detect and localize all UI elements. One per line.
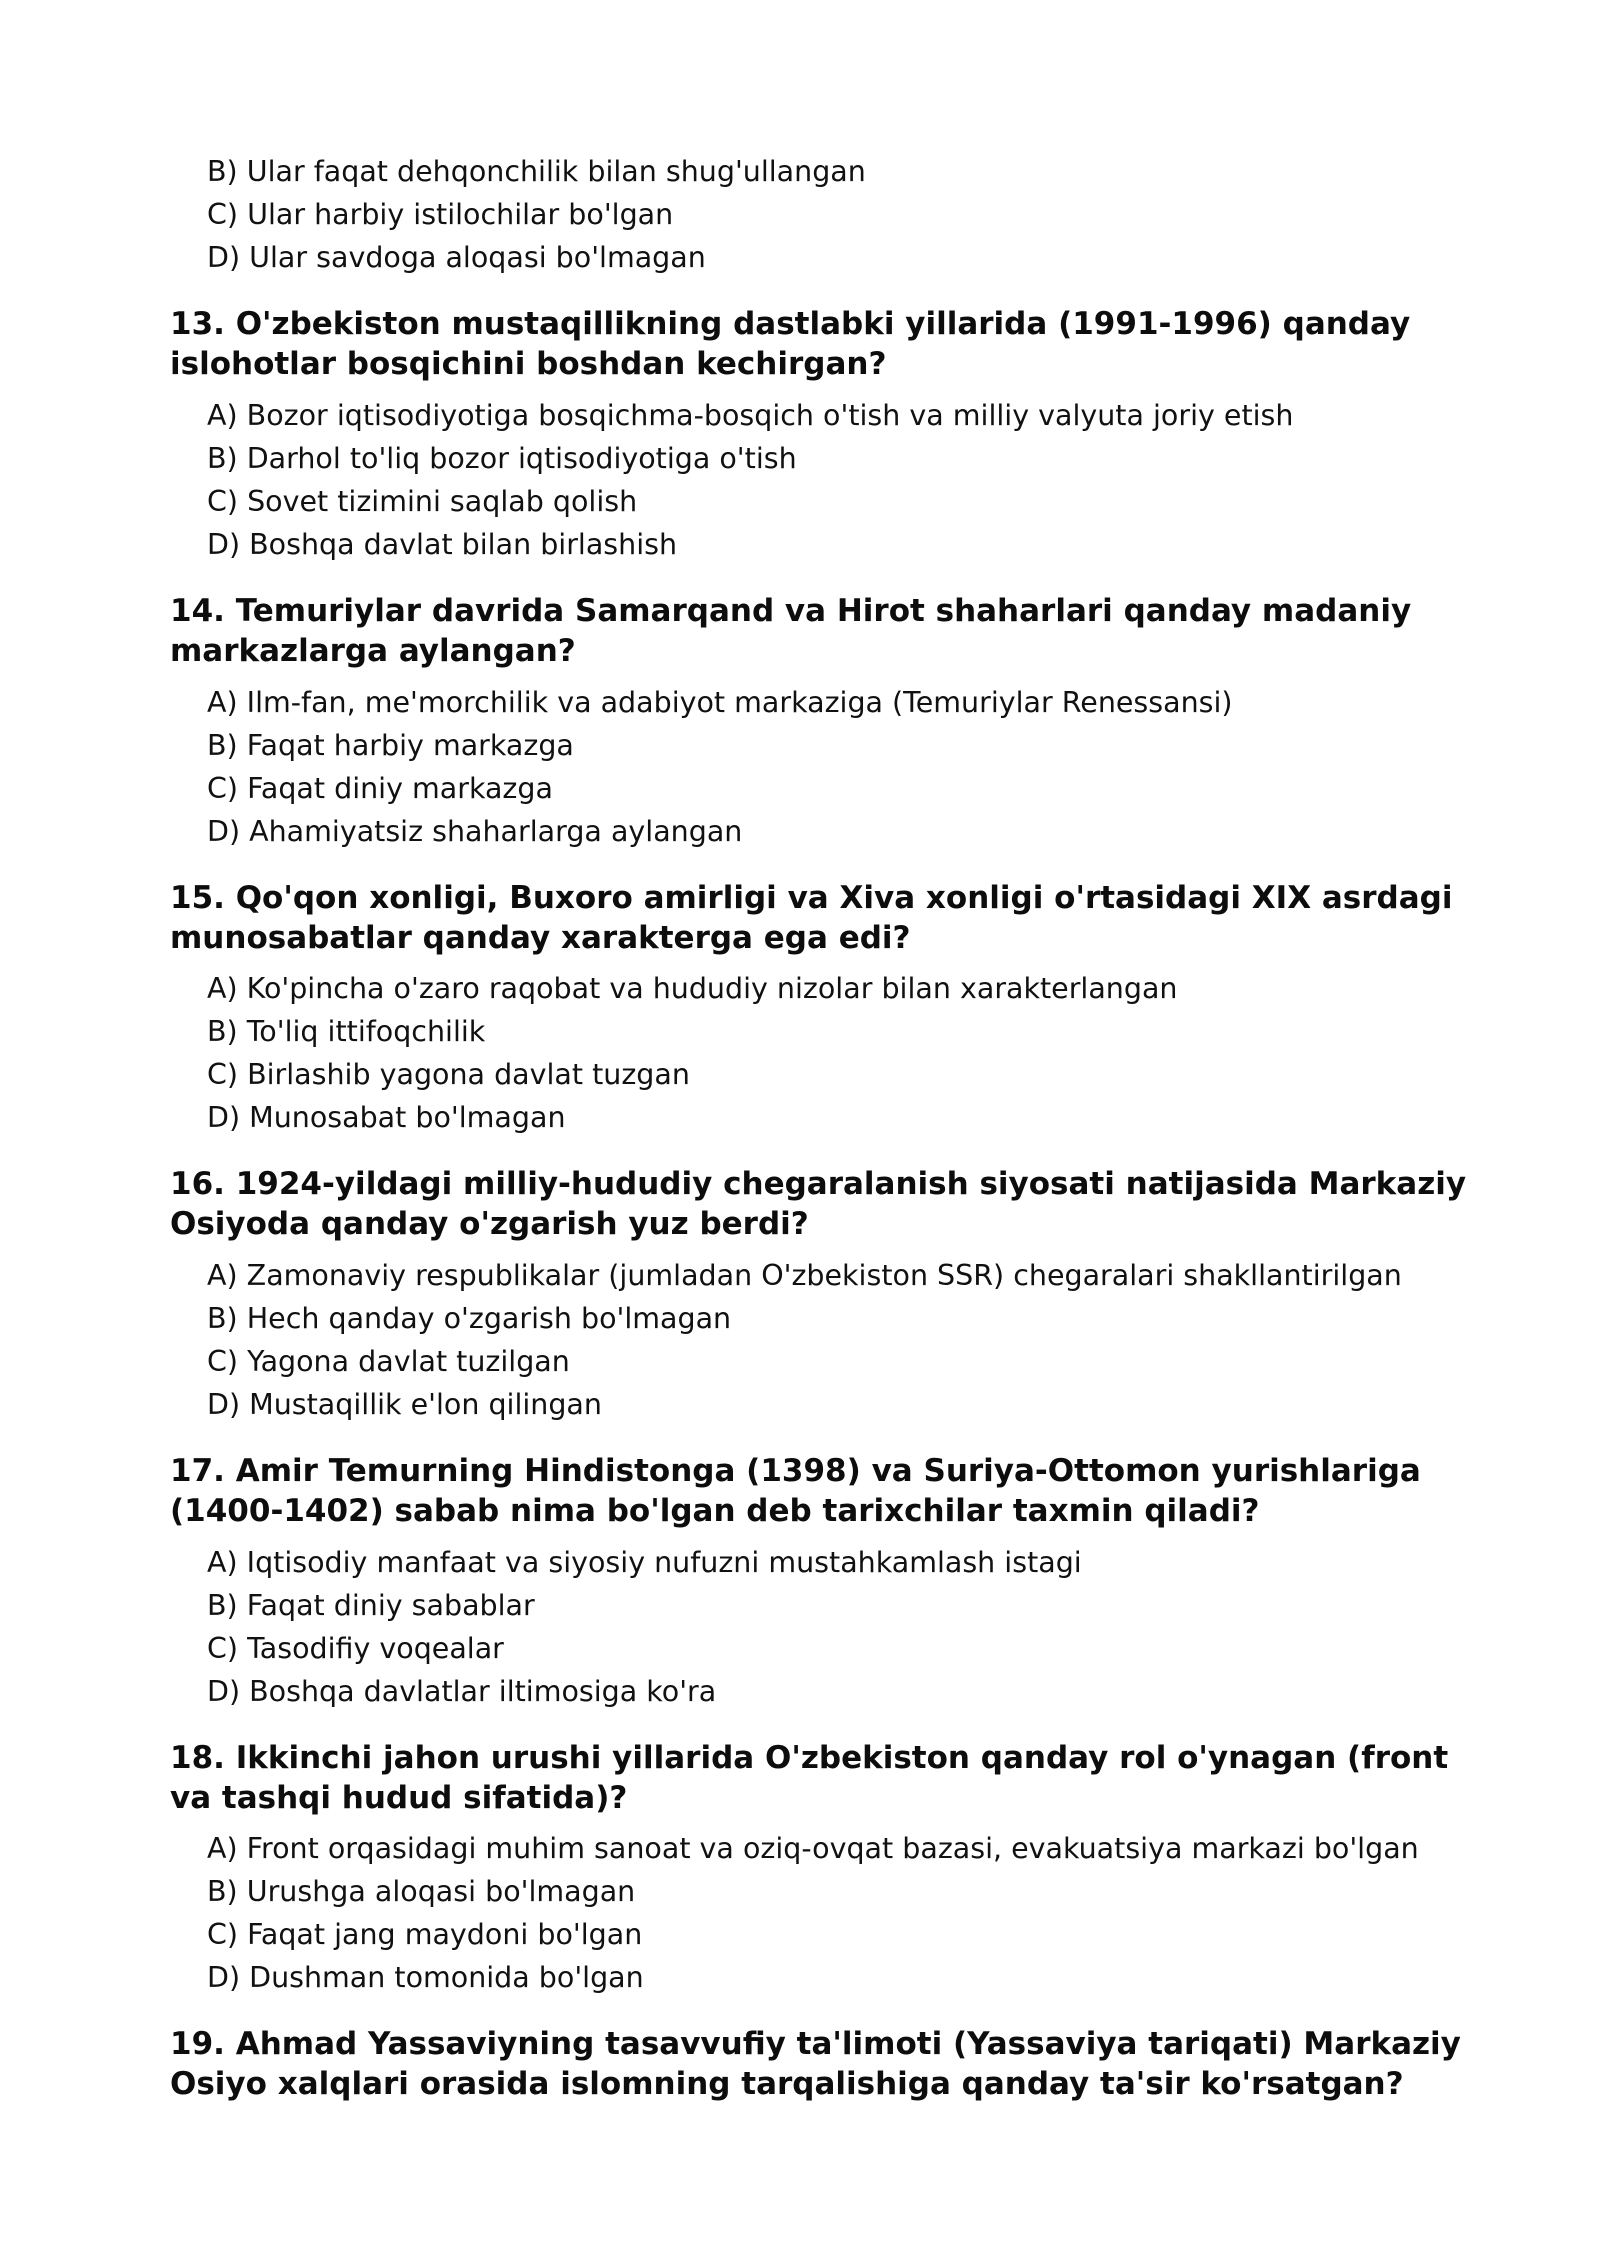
answer-option: C) Sovet tizimini saqlab qolish <box>207 485 638 518</box>
answer-option: B) Faqat diniy sabablar <box>207 1589 535 1622</box>
question-text: 13. O'zbekiston mustaqillikning dastlabki yillarida (1991-1996) qanday <box>170 306 1411 342</box>
question-text: munosabatlar qanday xarakterga ega edi? <box>170 920 911 956</box>
answer-option: C) Faqat diniy markazga <box>207 772 553 805</box>
question-18 <box>170 1738 1470 1818</box>
answer-option: B) Urushga aloqasi bo'lmagan <box>207 1875 636 1908</box>
question-text: Osiyoda qanday o'zgarish yuz berdi? <box>170 1206 809 1242</box>
answer-option: A) Front orqasidagi muhim sanoat va oziq-ovqat bazasi, evakuatsiya markazi bo'lgan <box>207 1832 1419 1865</box>
question-text: 19. Ahmad Yassaviyning tasavvufiy ta'limoti (Yassaviya tariqati) Markaziy <box>170 2026 1461 2062</box>
question-text: islohotlar bosqichini boshdan kechirgan? <box>170 346 887 382</box>
question-15 <box>170 878 1470 958</box>
answer-option: A) Zamonaviy respublikalar (jumladan O'zbekiston SSR) chegaralari shakllantirilgan <box>207 1259 1402 1292</box>
question-text: va tashqi hudud sifatida)? <box>170 1780 628 1816</box>
question-text: 16. 1924-yildagi milliy-hududiy chegaralanish siyosati natijasida Markaziy <box>170 1166 1467 1202</box>
answer-option: D) Mustaqillik e'lon qilingan <box>207 1388 602 1421</box>
question-text: markazlarga aylangan? <box>170 633 576 669</box>
answer-option: D) Dushman tomonida bo'lgan <box>207 1961 644 1994</box>
answer-option: C) Ular harbiy istilochilar bo'lgan <box>207 198 674 231</box>
answer-option: A) Iqtisodiy manfaat va siyosiy nufuzni mustahkamlash istagi <box>207 1546 1082 1579</box>
question-16 <box>170 1164 1470 1244</box>
question-text: 14. Temuriylar davrida Samarqand va Hirot shaharlari qanday madaniy <box>170 593 1412 629</box>
answer-option: D) Munosabat bo'lmagan <box>207 1101 566 1134</box>
question-19 <box>170 2024 1470 2104</box>
answer-option: C) Tasodifiy voqealar <box>207 1632 504 1665</box>
answer-option: D) Ahamiyatsiz shaharlarga aylangan <box>207 815 743 848</box>
answer-option: C) Faqat jang maydoni bo'lgan <box>207 1918 643 1951</box>
answer-option: B) Darhol to'liq bozor iqtisodiyotiga o'tish <box>207 442 797 475</box>
question-13 <box>170 304 1470 384</box>
question-14 <box>170 591 1470 671</box>
answer-option: B) Faqat harbiy markazga <box>207 729 574 762</box>
answer-option: A) Bozor iqtisodiyotiga bosqichma-bosqich o'tish va milliy valyuta joriy etish <box>207 399 1294 432</box>
question-17 <box>170 1451 1470 1531</box>
answer-option: A) Ilm-fan, me'morchilik va adabiyot markaziga (Temuriylar Renessansi) <box>207 686 1233 719</box>
question-text: 17. Amir Temurning Hindistonga (1398) va Suriya-Ottomon yurishlariga <box>170 1453 1421 1489</box>
question-text: 15. Qo'qon xonligi, Buxoro amirligi va Xiva xonligi o'rtasidagi XIX asrdagi <box>170 880 1453 916</box>
answer-option: A) Ko'pincha o'zaro raqobat va hududiy nizolar bilan xarakterlangan <box>207 972 1178 1005</box>
answer-option: B) Ular faqat dehqonchilik bilan shug'ullangan <box>207 155 866 188</box>
answer-option: C) Yagona davlat tuzilgan <box>207 1345 570 1378</box>
answer-option: B) To'liq ittifoqchilik <box>207 1015 486 1048</box>
answer-option: C) Birlashib yagona davlat tuzgan <box>207 1058 690 1091</box>
answer-option: D) Ular savdoga aloqasi bo'lmagan <box>207 241 706 274</box>
question-text: Osiyo xalqlari orasida islomning tarqalishiga qanday ta'sir ko'rsatgan? <box>170 2066 1404 2102</box>
question-text: (1400-1402) sabab nima bo'lgan deb tarixchilar taxmin qiladi? <box>170 1493 1260 1529</box>
question-text: 18. Ikkinchi jahon urushi yillarida O'zbekiston qanday rol o'ynagan (front <box>170 1740 1449 1776</box>
answer-option: D) Boshqa davlat bilan birlashish <box>207 528 678 561</box>
answer-option: D) Boshqa davlatlar iltimosiga ko'ra <box>207 1675 717 1708</box>
answer-option: B) Hech qanday o'zgarish bo'lmagan <box>207 1302 732 1335</box>
